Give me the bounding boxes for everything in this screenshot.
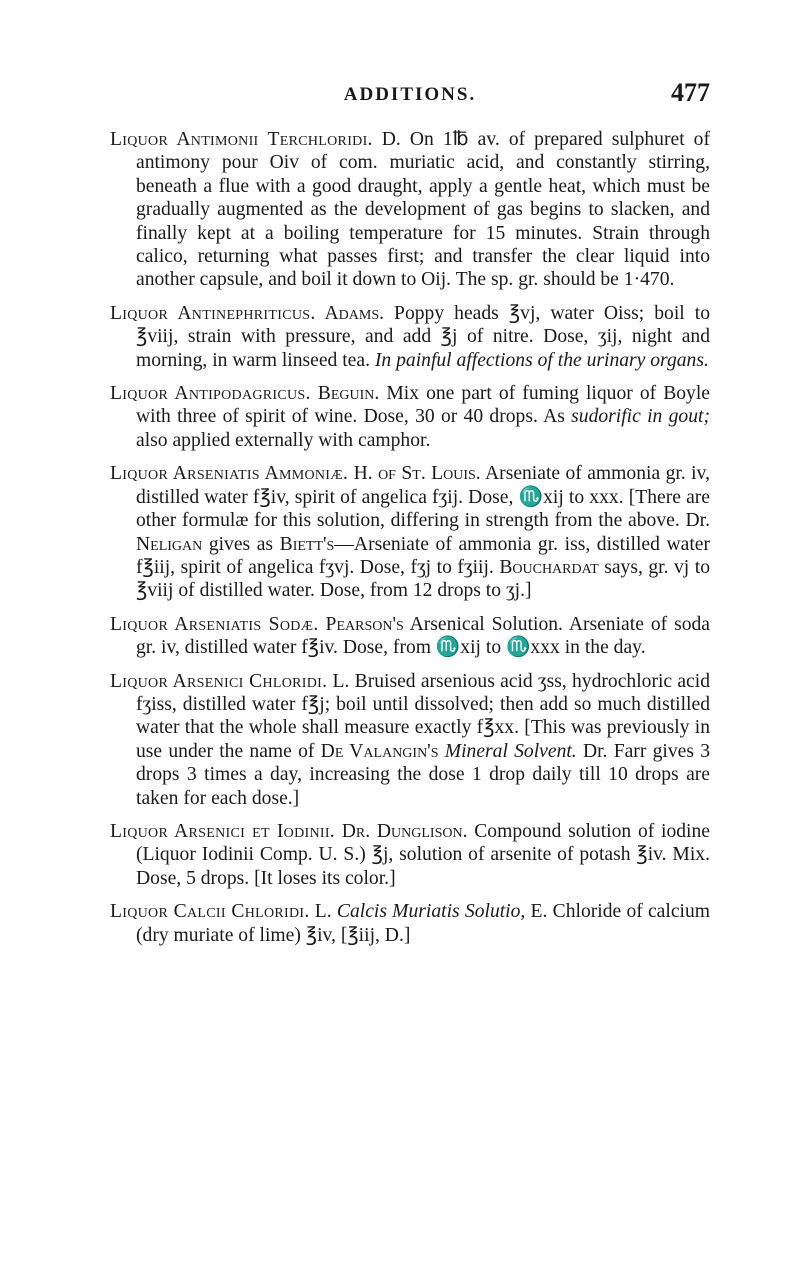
entry-antipodagricus	[110, 382, 710, 452]
entry-antinephriticus	[110, 302, 710, 372]
entry-calcii-chloridi	[110, 900, 710, 947]
entry-authority: L.	[327, 670, 350, 692]
entry-headword: Liquor Antinephriticus.	[110, 302, 316, 324]
entry-italic: Mineral Solvent.	[438, 740, 577, 762]
entry-authority: D.	[372, 129, 401, 150]
entry-text: Arseniate of ammonia gr. iv, distilled water f℥iv, spirit of angelica fʒij. Dose, ♏xij to xxx. [There are other formulæ for this solution, differing in strength from the above. Dr.	[136, 463, 710, 532]
entry-headword: Liquor Antimonii Terchloridi.	[110, 129, 373, 150]
running-head	[110, 78, 710, 106]
entry-authority: Adams.	[315, 302, 385, 324]
entry-text-4: says, gr. vj to ℥viij of distilled water. Dose, from 12 drops to ʒj.]	[136, 556, 710, 602]
entry-headword: Liquor Arsenici et Iodinii.	[110, 820, 335, 842]
entry-headword: Liquor Antipodagricus.	[110, 383, 311, 405]
entry-text-after: also applied externally with camphor.	[136, 429, 431, 451]
entry-text: Bruised arsenious acid ʒss, hydrochloric acid fʒiss, distilled water f℥j; boil until dissolved; then add so much distilled water that the whole shall measure exactly f℥xx. [This was previously in use under the name of	[136, 670, 710, 762]
entry-text: Poppy heads ℥vj, water Oiss; boil to ℥viij, strain with pressure, and add ℥j of nitre. Dose, ʒij, night and morning, in warm linseed tea.	[136, 302, 710, 371]
entry-italic: sudorific in gout;	[571, 406, 710, 428]
entry-authority: Beguin.	[310, 383, 380, 405]
entry-text: E. Chloride of calcium (dry muriate of lime) ℥iv, [℥iij, D.]	[136, 901, 711, 946]
entry-text-2: Dr. Farr gives 3 drops 3 times a day, increasing the dose 1 drop daily till 10 drops are taken for each dose.]	[136, 740, 711, 809]
entry-arseniatis-ammoniae	[110, 462, 710, 602]
entry-text: Arsenical Solution. Arseniate of soda gr. iv, distilled water f℥iv. Dose, from ♏xij to ♏xxx in the day.	[136, 613, 710, 659]
running-title: ADDITIONS.	[343, 84, 477, 105]
entry-name-de-valangin: De Valangin's	[320, 740, 439, 762]
entry-name-bouchardat: Bouchardat	[499, 556, 599, 578]
entry-authority: Dr. Dunglison.	[335, 820, 468, 842]
entry-headword: Liquor Calcii Chloridi.	[110, 901, 310, 923]
entry-name-neligan: Neligan	[136, 533, 203, 555]
entry-antimonii-terchloridi	[110, 128, 710, 292]
entry-authority: L.	[309, 901, 332, 923]
entry-italic: In painful affections of the urinary organs.	[374, 349, 709, 371]
entry-authority: Pearson's	[318, 613, 404, 635]
entry-authority: H. of St. Louis.	[348, 463, 481, 485]
entry-text: Mix one part of fuming liquor of Boyle with three of spirit of wine. Dose, 30 or 40 drops. As	[136, 383, 710, 428]
entry-name-biett: Biett's	[279, 533, 335, 555]
entry-italic: Calcis Muriatis Solutio,	[331, 901, 526, 923]
entry-text: On 1℔ av. of prepared sulphuret of antimony pour Oiv of com. muriatic acid, and constantly stirring, beneath a flue with a good draught, apply a gentle heat, which must be gradually augmented as the development of gas begins to slacken, and finally kept at a boiling temperature for 15 minutes. Strain through calico, returning what passes first; and transfer the clear liquid into another capsule, and boil it down to Oij. The sp. gr. should be 1·470.	[136, 129, 710, 291]
page-number: 477	[671, 78, 710, 107]
entry-headword: Liquor Arseniatis Ammoniæ.	[110, 463, 349, 485]
entry-headword: Liquor Arseniatis Sodæ.	[110, 613, 319, 635]
entry-text: Compound solution of iodine (Liquor Iodinii Comp. U. S.) ℥j, solution of arsenite of potash ℥iv. Mix. Dose, 5 drops. [It loses its color.]	[136, 820, 710, 889]
entry-arseniatis-sodae	[110, 613, 710, 660]
entry-headword: Liquor Arsenici Chloridi.	[110, 670, 328, 692]
entry-text-3: —Arseniate of ammonia gr. iss, distilled water f℥iij, spirit of angelica fʒvj. Dose, fʒj to fʒiij.	[136, 533, 710, 578]
body-text	[110, 128, 710, 957]
entry-arsenici-chloridi	[110, 670, 710, 810]
entry-arsenici-et-iodinii	[110, 820, 710, 890]
entry-text-2: gives as	[202, 533, 280, 555]
